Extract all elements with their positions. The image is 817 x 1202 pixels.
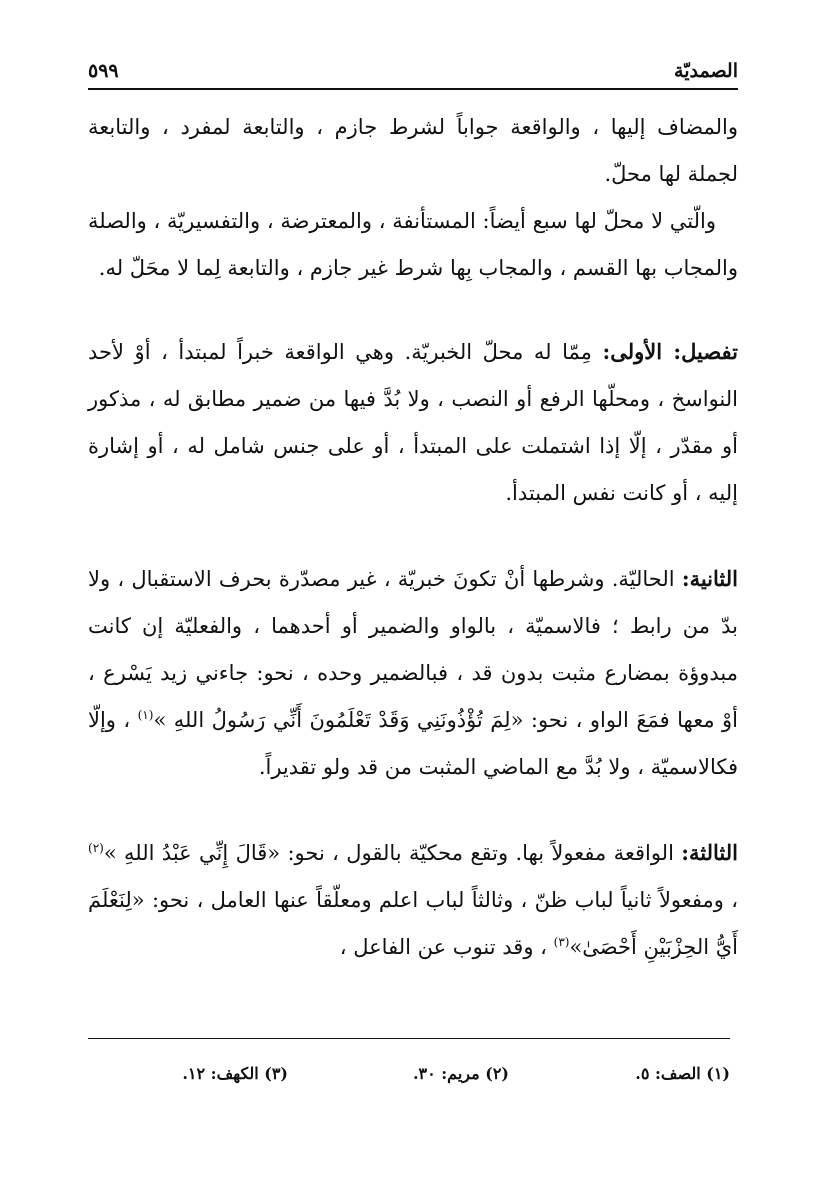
- footnotes: [88, 1064, 730, 1083]
- header-rule: [88, 88, 738, 90]
- footnote-marker: (٢): [88, 841, 104, 855]
- paragraph-1: [88, 104, 738, 198]
- paragraph-5-text-end: ، وقد تنوب عن الفاعل ،: [339, 935, 554, 959]
- page-number: ٥٩٩: [88, 60, 119, 82]
- paragraph-4-text: الحاليّة. وشرطها أنْ تكونَ خبريّة ، غير مصدّرة بحرف الاستقبال ، ولا بدّ من رابط ؛ فالاسميّة ، بالواو والضمير أو أحدهما ، والفعليّة إن كانت مبدوؤة بمضارع مثبت بدون قد ، فبالضمير وحده ، نحو: جاءني زيد يَسْرع ، أوْ معها فمَعَ الواو ، نحو: «لِمَ تُؤْذُونَنِي وَقَدْ تَعْلَمُونَ أَنِّي رَسُولُ اللهِ »: [88, 567, 738, 732]
- paragraph-first-type: [88, 328, 738, 517]
- footnote-2: (٢) مريم: ٣٠.: [412, 1064, 509, 1083]
- footnote-1: (١) الصف: ٥.: [635, 1064, 730, 1083]
- page-body: [88, 104, 738, 971]
- footnote-3: (٣) الكهف: ١٢.: [182, 1064, 288, 1083]
- footnote-rule: [88, 1038, 730, 1039]
- paragraph-1-text: والمضاف إليها ، والواقعة جواباً لشرط جازم ، والتابعة لمفرد ، والتابعة لجملة لها محلّ.: [88, 115, 738, 186]
- section-gap: [88, 517, 738, 555]
- page-header: [88, 52, 738, 82]
- paragraph-2: [88, 198, 738, 292]
- footnote-marker: (٣): [553, 935, 570, 949]
- section-label: تفصيل: الأولى:: [602, 339, 738, 364]
- paragraph-third-type: [88, 829, 738, 971]
- paragraph-4-text-cont: ، وإلّا فكالاسميّة ، ولا بُدَّ مع الماضي المثبت من قد ولو تقديراً.: [88, 708, 738, 779]
- footnote-marker: (١): [137, 708, 154, 722]
- section-label: الثانية:: [681, 566, 738, 591]
- section-gap: [88, 292, 738, 328]
- paragraph-3-text: مِمّا له محلّ الخبريّة. وهي الواقعة خبراً لمبتدأ ، أوْ لأحد النواسخ ، ومحلّها الرفع أو النصب ، ولا بُدَّ فيها من ضمير مطابق له ، مذكور أو مقدّر ، إلّا إذا اشتملت على المبتدأ ، أو على جنس شامل له ، أو إشارة إليه ، أو كانت نفس المبتدأ.: [88, 340, 738, 505]
- section-gap: [88, 791, 738, 829]
- paragraph-second-type: [88, 555, 738, 791]
- paragraph-2-text: والّتي لا محلّ لها سبع أيضاً: المستأنفة ، والمعترضة ، والتفسيريّة ، والصلة والمجاب بها القسم ، والمجاب بِها شرط غير جازم ، والتابعة لِما لا محَلّ له.: [88, 209, 738, 280]
- running-title: الصمديّة: [674, 60, 738, 82]
- paragraph-5-text-cont: ، ومفعولاً ثانياً لباب ظنّ ، وثالثاً لباب اعلم ومعلّقاً عنها العامل ، نحو: «لِنَعْلَمَ أَيُّ الحِزْبَيْنِ أَحْصَىٰ»: [88, 888, 738, 959]
- paragraph-5-text: الواقعة مفعولاً بها. وتقع محكيّة بالقول ، نحو: «قَالَ إِنِّي عَبْدُ اللهِ »: [103, 841, 674, 865]
- book-page: [88, 52, 738, 971]
- section-label: الثالثة:: [681, 840, 738, 865]
